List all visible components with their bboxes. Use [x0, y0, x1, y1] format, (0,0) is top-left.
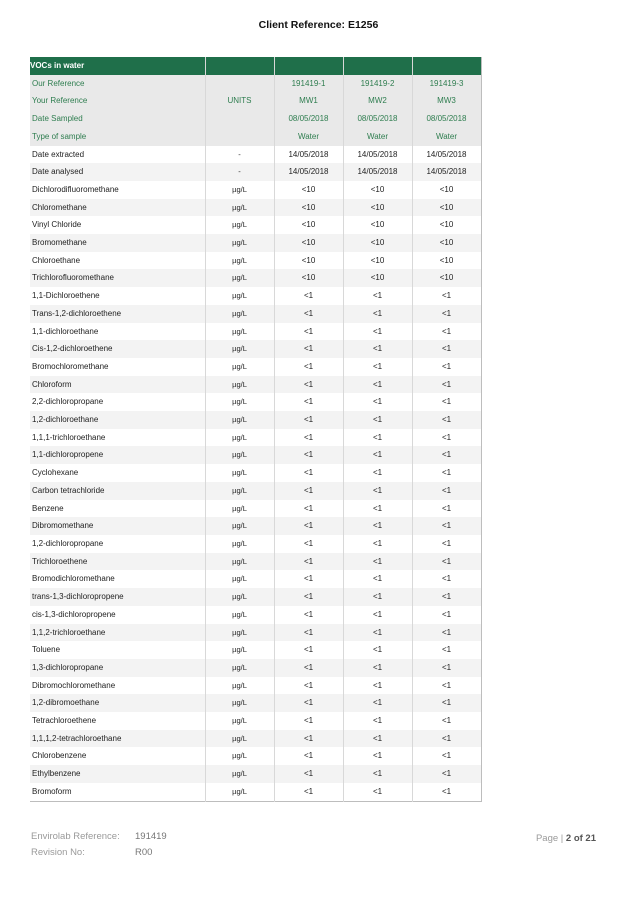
page-value: 2 of 21: [565, 833, 596, 844]
units-cell: µg/L: [205, 570, 274, 588]
value-cell: <10: [274, 216, 343, 234]
value-cell: <1: [412, 535, 481, 553]
analyte-name: Dichlorodifluoromethane: [30, 181, 205, 199]
analyte-row: [30, 340, 481, 358]
analyte-name: Dibromomethane: [30, 517, 205, 535]
value-cell: 14/05/2018: [412, 146, 481, 164]
value-cell: <1: [274, 429, 343, 447]
analyte-row: [30, 765, 481, 783]
value-cell: <1: [343, 411, 412, 429]
our-reference-row: [30, 75, 481, 93]
revision-value: R00: [135, 847, 153, 858]
value-cell: <1: [412, 765, 481, 783]
analyte-name: Toluene: [30, 641, 205, 659]
value-cell: <10: [343, 199, 412, 217]
analyte-name: Cis-1,2-dichloroethene: [30, 340, 205, 358]
analyte-row: [30, 588, 481, 606]
analyte-name: Benzene: [30, 500, 205, 518]
value-cell: <1: [343, 535, 412, 553]
your-reference-row: [30, 92, 481, 110]
units-cell: µg/L: [205, 287, 274, 305]
revision-label: Revision No:: [31, 847, 85, 858]
value-cell: <10: [274, 269, 343, 287]
envirolab-reference-label: Envirolab Reference:: [31, 831, 120, 842]
analyte-row: [30, 199, 481, 217]
units-cell: -: [205, 163, 274, 181]
row-label: Date extracted: [30, 146, 205, 164]
value-cell: <1: [343, 429, 412, 447]
analyte-name: 1,1-dichloroethane: [30, 323, 205, 341]
value-cell: <1: [412, 694, 481, 712]
value-cell: <1: [412, 393, 481, 411]
value-cell: <10: [343, 269, 412, 287]
envirolab-reference-value: 191419: [135, 831, 167, 842]
value-cell: <1: [274, 446, 343, 464]
analyte-row: [30, 624, 481, 642]
value-cell: <10: [412, 269, 481, 287]
date-extracted-row: [30, 146, 481, 164]
value-cell: <1: [274, 482, 343, 500]
analyte-row: [30, 641, 481, 659]
value-cell: <1: [343, 358, 412, 376]
value-cell: 191419-2: [343, 75, 412, 93]
value-cell: <10: [412, 252, 481, 270]
value-cell: <1: [412, 712, 481, 730]
analyte-name: Chloroform: [30, 376, 205, 394]
value-cell: <1: [412, 323, 481, 341]
units-cell: µg/L: [205, 429, 274, 447]
value-cell: <1: [343, 606, 412, 624]
units-cell: µg/L: [205, 517, 274, 535]
units-cell: µg/L: [205, 234, 274, 252]
value-cell: <1: [343, 287, 412, 305]
analyte-row: [30, 482, 481, 500]
analyte-row: [30, 606, 481, 624]
analyte-row: [30, 783, 481, 801]
units-cell: µg/L: [205, 553, 274, 571]
date-analysed-row: [30, 163, 481, 181]
value-cell: <1: [343, 376, 412, 394]
analyte-row: [30, 535, 481, 553]
analyte-name: Bromochloromethane: [30, 358, 205, 376]
analyte-row: [30, 517, 481, 535]
analyte-name: Carbon tetrachloride: [30, 482, 205, 500]
voc-results-table: [30, 57, 482, 802]
value-cell: <1: [412, 641, 481, 659]
value-cell: <1: [343, 747, 412, 765]
units-cell: µg/L: [205, 269, 274, 287]
value-cell: <1: [412, 500, 481, 518]
analyte-name: Trans-1,2-dichloroethene: [30, 305, 205, 323]
value-cell: <1: [412, 606, 481, 624]
units-cell: µg/L: [205, 216, 274, 234]
row-label: Date analysed: [30, 163, 205, 181]
units-cell: µg/L: [205, 730, 274, 748]
value-cell: <1: [343, 783, 412, 801]
value-cell: <1: [412, 376, 481, 394]
value-cell: <1: [412, 358, 481, 376]
value-cell: <10: [274, 252, 343, 270]
value-cell: <1: [274, 553, 343, 571]
value-cell: <10: [274, 199, 343, 217]
value-cell: <1: [274, 712, 343, 730]
value-cell: <1: [274, 677, 343, 695]
analyte-row: [30, 553, 481, 571]
analyte-name: Dibromochloromethane: [30, 677, 205, 695]
units-cell: µg/L: [205, 765, 274, 783]
page-title: Client Reference: E1256: [258, 19, 379, 31]
analyte-name: Chloroethane: [30, 252, 205, 270]
analyte-row: [30, 500, 481, 518]
value-cell: <1: [274, 606, 343, 624]
units-cell: µg/L: [205, 606, 274, 624]
value-cell: <1: [343, 446, 412, 464]
value-cell: <1: [274, 535, 343, 553]
value-cell: <1: [412, 305, 481, 323]
value-cell: 191419-3: [412, 75, 481, 93]
value-cell: <1: [274, 358, 343, 376]
analyte-name: 1,1-dichloropropene: [30, 446, 205, 464]
value-cell: <1: [274, 641, 343, 659]
units-cell: µg/L: [205, 411, 274, 429]
value-cell: <1: [412, 464, 481, 482]
analyte-row: [30, 659, 481, 677]
analyte-name: Trichlorofluoromethane: [30, 269, 205, 287]
units-cell: µg/L: [205, 624, 274, 642]
analyte-row: [30, 323, 481, 341]
value-cell: <1: [412, 624, 481, 642]
value-cell: <1: [343, 624, 412, 642]
value-cell: <1: [343, 553, 412, 571]
analyte-row: [30, 269, 481, 287]
row-label: Our Reference: [30, 75, 205, 93]
analyte-row: [30, 464, 481, 482]
value-cell: <10: [343, 181, 412, 199]
analyte-name: 1,1,1-trichloroethane: [30, 429, 205, 447]
units-cell: µg/L: [205, 694, 274, 712]
analyte-name: trans-1,3-dichloropropene: [30, 588, 205, 606]
value-cell: <1: [412, 429, 481, 447]
analyte-name: 1,2-dichloropropane: [30, 535, 205, 553]
value-cell: <10: [412, 181, 481, 199]
analyte-name: Cyclohexane: [30, 464, 205, 482]
section-header-row: [30, 57, 481, 75]
value-cell: <1: [274, 588, 343, 606]
section-title: VOCs in water: [30, 57, 205, 75]
row-label: Type of sample: [30, 128, 205, 146]
value-cell: <1: [274, 570, 343, 588]
type-of-sample-row: [30, 128, 481, 146]
units-cell: µg/L: [205, 659, 274, 677]
units-cell: µg/L: [205, 340, 274, 358]
units-cell: µg/L: [205, 305, 274, 323]
value-cell: <1: [274, 659, 343, 677]
analyte-name: cis-1,3-dichloropropene: [30, 606, 205, 624]
units-cell: µg/L: [205, 535, 274, 553]
units-cell: µg/L: [205, 677, 274, 695]
analyte-row: [30, 216, 481, 234]
value-cell: <1: [274, 783, 343, 801]
analyte-name: 1,2-dichloroethane: [30, 411, 205, 429]
value-cell: <1: [343, 730, 412, 748]
analyte-name: 2,2-dichloropropane: [30, 393, 205, 411]
analyte-row: [30, 677, 481, 695]
page-number: [536, 833, 596, 844]
analyte-name: 1,2-dibromoethane: [30, 694, 205, 712]
value-cell: <1: [412, 482, 481, 500]
units-cell: µg/L: [205, 181, 274, 199]
analyte-row: [30, 376, 481, 394]
value-cell: <1: [274, 624, 343, 642]
value-cell: <1: [343, 765, 412, 783]
units-header: UNITS: [205, 92, 274, 110]
value-cell: Water: [412, 128, 481, 146]
analyte-name: 1,1-Dichloroethene: [30, 287, 205, 305]
units-cell: µg/L: [205, 446, 274, 464]
analyte-name: 1,1,2-trichloroethane: [30, 624, 205, 642]
analyte-row: [30, 570, 481, 588]
analyte-row: [30, 305, 481, 323]
value-cell: MW1: [274, 92, 343, 110]
units-cell: µg/L: [205, 783, 274, 801]
analyte-name: Trichloroethene: [30, 553, 205, 571]
value-cell: 08/05/2018: [412, 110, 481, 128]
value-cell: Water: [274, 128, 343, 146]
value-cell: 14/05/2018: [274, 146, 343, 164]
value-cell: <1: [274, 730, 343, 748]
value-cell: <10: [343, 216, 412, 234]
units-cell: µg/L: [205, 252, 274, 270]
value-cell: <1: [274, 411, 343, 429]
analyte-name: Vinyl Chloride: [30, 216, 205, 234]
units-cell: µg/L: [205, 482, 274, 500]
value-cell: <1: [343, 323, 412, 341]
value-cell: <1: [274, 323, 343, 341]
value-cell: <1: [412, 659, 481, 677]
value-cell: <1: [274, 340, 343, 358]
row-label: Your Reference: [30, 92, 205, 110]
units-cell: µg/L: [205, 393, 274, 411]
value-cell: <1: [274, 287, 343, 305]
value-cell: <1: [412, 340, 481, 358]
value-cell: <1: [274, 694, 343, 712]
analyte-row: [30, 287, 481, 305]
value-cell: <1: [274, 376, 343, 394]
value-cell: <1: [412, 747, 481, 765]
units-cell: µg/L: [205, 747, 274, 765]
analyte-row: [30, 446, 481, 464]
value-cell: <1: [412, 553, 481, 571]
value-cell: MW2: [343, 92, 412, 110]
analyte-row: [30, 694, 481, 712]
value-cell: <1: [412, 730, 481, 748]
units-cell: µg/L: [205, 199, 274, 217]
analyte-name: Bromodichloromethane: [30, 570, 205, 588]
value-cell: Water: [343, 128, 412, 146]
value-cell: <1: [343, 464, 412, 482]
value-cell: <10: [274, 181, 343, 199]
value-cell: <1: [343, 712, 412, 730]
value-cell: <10: [343, 234, 412, 252]
units-cell: µg/L: [205, 641, 274, 659]
value-cell: <10: [412, 199, 481, 217]
value-cell: <10: [274, 234, 343, 252]
value-cell: <1: [274, 393, 343, 411]
date-sampled-row: [30, 110, 481, 128]
value-cell: 14/05/2018: [274, 163, 343, 181]
analyte-row: [30, 411, 481, 429]
units-cell: [205, 75, 274, 93]
value-cell: <10: [343, 252, 412, 270]
value-cell: <1: [412, 411, 481, 429]
value-cell: 191419-1: [274, 75, 343, 93]
value-cell: 14/05/2018: [412, 163, 481, 181]
value-cell: 14/05/2018: [343, 146, 412, 164]
analyte-name: 1,3-dichloropropane: [30, 659, 205, 677]
units-cell: µg/L: [205, 588, 274, 606]
value-cell: <1: [412, 570, 481, 588]
value-cell: MW3: [412, 92, 481, 110]
value-cell: <1: [343, 305, 412, 323]
analyte-row: [30, 358, 481, 376]
value-cell: 08/05/2018: [274, 110, 343, 128]
value-cell: <10: [412, 234, 481, 252]
value-cell: <1: [343, 694, 412, 712]
value-cell: <1: [412, 783, 481, 801]
analyte-name: Tetrachloroethene: [30, 712, 205, 730]
units-cell: [205, 110, 274, 128]
value-cell: <1: [412, 446, 481, 464]
row-label: Date Sampled: [30, 110, 205, 128]
value-cell: <1: [274, 500, 343, 518]
value-cell: <1: [343, 659, 412, 677]
analyte-row: [30, 712, 481, 730]
value-cell: <1: [343, 517, 412, 535]
value-cell: <1: [412, 287, 481, 305]
analyte-row: [30, 747, 481, 765]
analyte-name: Bromomethane: [30, 234, 205, 252]
units-cell: [205, 128, 274, 146]
units-cell: µg/L: [205, 500, 274, 518]
analyte-name: Ethylbenzene: [30, 765, 205, 783]
units-cell: µg/L: [205, 464, 274, 482]
analyte-row: [30, 730, 481, 748]
analyte-name: Chlorobenzene: [30, 747, 205, 765]
analyte-name: Chloromethane: [30, 199, 205, 217]
value-cell: <1: [274, 747, 343, 765]
value-cell: <1: [343, 677, 412, 695]
value-cell: 14/05/2018: [343, 163, 412, 181]
value-cell: <10: [412, 216, 481, 234]
analyte-row: [30, 234, 481, 252]
value-cell: <1: [412, 588, 481, 606]
value-cell: <1: [343, 570, 412, 588]
units-cell: µg/L: [205, 358, 274, 376]
value-cell: <1: [274, 305, 343, 323]
value-cell: <1: [343, 500, 412, 518]
value-cell: <1: [274, 464, 343, 482]
analyte-row: [30, 393, 481, 411]
value-cell: <1: [274, 517, 343, 535]
value-cell: <1: [412, 517, 481, 535]
value-cell: <1: [343, 393, 412, 411]
analyte-name: Bromoform: [30, 783, 205, 801]
value-cell: 08/05/2018: [343, 110, 412, 128]
value-cell: <1: [274, 765, 343, 783]
page-prefix: Page |: [535, 833, 566, 844]
value-cell: <1: [412, 677, 481, 695]
units-cell: -: [205, 146, 274, 164]
value-cell: <1: [343, 588, 412, 606]
units-cell: µg/L: [205, 323, 274, 341]
value-cell: <1: [343, 641, 412, 659]
value-cell: <1: [343, 340, 412, 358]
analyte-row: [30, 181, 481, 199]
value-cell: <1: [343, 482, 412, 500]
analyte-row: [30, 429, 481, 447]
units-cell: µg/L: [205, 712, 274, 730]
analyte-row: [30, 252, 481, 270]
units-cell: µg/L: [205, 376, 274, 394]
analyte-name: 1,1,1,2-tetrachloroethane: [30, 730, 205, 748]
